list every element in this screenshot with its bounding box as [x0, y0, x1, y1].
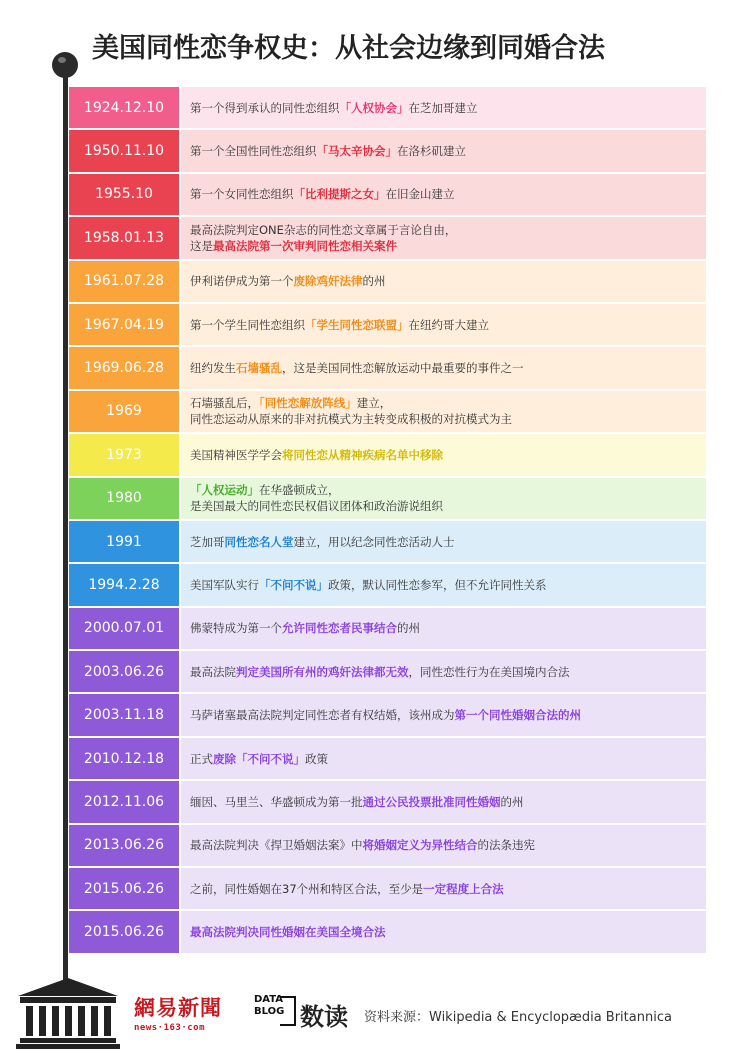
event-text: 政策，默认同性恋参军，但不允许同性关系 [328, 577, 547, 592]
timeline-row [69, 910, 706, 953]
timeline-row [69, 824, 706, 867]
event-description-line [190, 482, 706, 498]
event-description-line [190, 186, 706, 202]
event-text: 石墙骚乱后， [190, 396, 259, 411]
event-description-line [190, 924, 706, 940]
shudu-label: 数读 [300, 1003, 348, 1031]
event-text: 在华盛顿成立， [259, 483, 340, 498]
event-description-line [190, 837, 706, 853]
event-date: 2015.06.26 [69, 911, 179, 952]
timeline-row [69, 737, 706, 780]
timeline-row [69, 260, 706, 303]
event-description [181, 130, 706, 171]
event-description [181, 391, 706, 432]
event-description [181, 738, 706, 779]
event-highlight: 「不问不说」 [259, 577, 328, 592]
event-description-line [190, 620, 706, 636]
event-description [181, 87, 706, 128]
netease-news-logo [134, 992, 244, 1040]
event-date: 1980 [69, 478, 179, 519]
timeline-row [69, 173, 706, 216]
event-highlight: 将婚姻定义为异性结合 [362, 838, 478, 853]
datablog-logo-line2: BLOG [254, 1006, 285, 1017]
timeline-row [69, 563, 706, 606]
event-description-line [190, 143, 706, 159]
event-date: 1950.11.10 [69, 130, 179, 171]
timeline-row [69, 693, 706, 736]
event-text: 马萨诸塞最高法院判定同性恋者有权结婚，该州成为 [190, 708, 455, 723]
timeline-row [69, 216, 706, 259]
event-text: 最高法院判决《捍卫婚姻法案》中 [190, 838, 363, 853]
event-description-line [190, 395, 706, 411]
event-highlight: 废除「不问不说」 [213, 751, 305, 766]
event-description [181, 825, 706, 866]
event-text: 建立，用以纪念同性恋活动人士 [293, 534, 455, 549]
event-description-line [190, 411, 706, 427]
timeline-row [69, 129, 706, 172]
event-highlight: 允许同性恋者民事结合 [282, 621, 397, 636]
event-date: 1958.01.13 [69, 217, 179, 258]
event-description [181, 174, 706, 215]
event-highlight: 最高法院第一次审判同性恋相关案件 [213, 238, 397, 253]
event-text: 这是 [190, 238, 213, 253]
event-highlight: 「比利提斯之女」 [293, 187, 386, 202]
event-date: 1955.10 [69, 174, 179, 215]
event-text: 美国精神医学学会 [190, 447, 282, 462]
event-text: 在纽约哥大建立 [408, 317, 489, 332]
event-text: 纽约发生 [190, 361, 236, 376]
event-text: 芝加哥 [190, 534, 225, 549]
event-text: 第一个学生同性恋组织 [190, 317, 305, 332]
event-text: 同性恋运动从原来的非对抗模式为主转变成积极的对抗模式为主 [190, 412, 512, 427]
event-date: 1994.2.28 [69, 564, 179, 605]
event-date: 1924.12.10 [69, 87, 179, 128]
event-description [181, 434, 706, 475]
event-description [181, 478, 706, 519]
event-text: 第一个得到承认的同性恋组织 [190, 100, 340, 115]
event-text: 最高法院 [190, 664, 236, 679]
event-date: 1969 [69, 391, 179, 432]
event-description-line [190, 577, 706, 593]
building-icon [14, 974, 122, 1050]
event-highlight: 「学生同性恋联盟」 [305, 317, 409, 332]
event-text: 的州 [397, 621, 420, 636]
event-highlight: 一定程度上合法 [423, 881, 504, 896]
timeline-row [69, 346, 706, 389]
event-highlight: 第一个同性婚姻合法的州 [454, 708, 581, 723]
event-description-line [190, 534, 706, 550]
timeline-row [69, 650, 706, 693]
event-date: 1969.06.28 [69, 347, 179, 388]
datablog-logo [254, 994, 298, 1030]
timeline [69, 86, 706, 954]
timeline-row [69, 520, 706, 563]
event-text: 佛蒙特成为第一个 [190, 621, 282, 636]
event-date: 2013.06.26 [69, 825, 179, 866]
event-description-line [190, 751, 706, 767]
event-text: 正式 [190, 751, 213, 766]
event-date: 2003.06.26 [69, 651, 179, 692]
event-text: 第一个全国性同性恋组织 [190, 144, 317, 159]
timeline-row [69, 433, 706, 476]
event-date: 2012.11.06 [69, 781, 179, 822]
event-text: 的法条违宪 [477, 838, 535, 853]
event-description-line [190, 447, 706, 463]
event-description [181, 217, 706, 258]
page-title: 美国同性恋争权史：从社会边缘到同婚合法 [92, 33, 605, 64]
event-description-line [190, 100, 706, 116]
timeline-row [69, 86, 706, 129]
timeline-row [69, 607, 706, 650]
event-text: 的州 [500, 794, 524, 809]
event-description-line [190, 707, 706, 723]
event-highlight: 判定美国所有州的鸡奸法律都无效 [236, 664, 409, 679]
event-date: 2010.12.18 [69, 738, 179, 779]
event-description [181, 608, 706, 649]
event-description-line [190, 317, 706, 333]
event-description-line [190, 222, 706, 238]
event-description [181, 868, 706, 909]
event-text: ，同性恋性行为在美国境内合法 [408, 664, 570, 679]
source-credit: 资料来源：Wikipedia & Encyclopædia Britannica [364, 1010, 672, 1025]
event-description [181, 911, 706, 952]
event-description-line [190, 664, 706, 680]
event-description-line [190, 881, 706, 897]
event-highlight: 「人权协会」 [339, 100, 409, 115]
event-highlight: 最高法院判决同性婚姻在美国全境合法 [190, 925, 386, 940]
event-highlight: 「人权运动」 [190, 483, 259, 498]
event-text: 之前，同性婚姻在37个州和特区合法，至少是 [190, 881, 424, 896]
timeline-row [69, 477, 706, 520]
event-text: 缅因、马里兰、华盛顿成为第一批 [190, 794, 363, 809]
event-description [181, 651, 706, 692]
timeline-row [69, 867, 706, 910]
event-description [181, 347, 706, 388]
event-description [181, 521, 706, 562]
event-text: 政策 [305, 751, 328, 766]
event-highlight: 废除鸡奸法律 [293, 274, 363, 289]
event-description [181, 564, 706, 605]
event-date: 2015.06.26 [69, 868, 179, 909]
event-text: 最高法院判定ONE杂志的同性恋文章属于言论自由， [190, 222, 457, 237]
event-date: 1973 [69, 434, 179, 475]
event-highlight: 「马太辛协会」 [316, 144, 397, 159]
event-description-line [190, 498, 706, 514]
netease-news-logo-text: 網易新聞 [134, 996, 222, 1020]
event-date: 2003.11.18 [69, 694, 179, 735]
event-highlight: 「同性恋解放阵线」 [259, 396, 357, 411]
datablog-bracket-icon [280, 996, 296, 1026]
event-text: 在旧金山建立 [385, 187, 455, 202]
event-description-line [190, 273, 706, 289]
timeline-row [69, 390, 706, 433]
datablog-logo-line1: DATA [254, 994, 284, 1005]
event-description [181, 694, 706, 735]
event-text: 美国军队实行 [190, 577, 259, 592]
event-date: 1961.07.28 [69, 261, 179, 302]
event-description [181, 261, 706, 302]
event-highlight: 将同性恋从精神疾病名单中移除 [282, 447, 443, 462]
event-text: 建立， [356, 396, 392, 411]
event-text: 在芝加哥建立 [408, 100, 478, 115]
timeline-row [69, 303, 706, 346]
event-description [181, 304, 706, 345]
timeline-row [69, 780, 706, 823]
event-highlight: 通过公民投票批准同性婚姻 [362, 794, 501, 809]
event-highlight: 同性恋名人堂 [224, 534, 294, 549]
event-text: 的州 [362, 274, 386, 289]
event-text: 是美国最大的同性恋民权倡议团体和政治游说组织 [190, 499, 443, 514]
event-highlight: 石墙骚乱 [236, 361, 282, 376]
event-text: 第一个女同性恋组织 [190, 187, 294, 202]
timeline-pole [63, 74, 68, 986]
event-text: 伊利诺伊成为第一个 [190, 274, 294, 289]
event-description-line [190, 794, 706, 810]
event-date: 1991 [69, 521, 179, 562]
event-text: 在洛杉矶建立 [397, 144, 466, 159]
event-description [181, 781, 706, 822]
event-date: 2000.07.01 [69, 608, 179, 649]
netease-news-domain: news·163·com [134, 1023, 206, 1033]
event-description-line [190, 238, 706, 254]
event-date: 1967.04.19 [69, 304, 179, 345]
event-text: ，这是美国同性恋解放运动中最重要的事件之一 [282, 361, 524, 376]
event-description-line [190, 360, 706, 376]
